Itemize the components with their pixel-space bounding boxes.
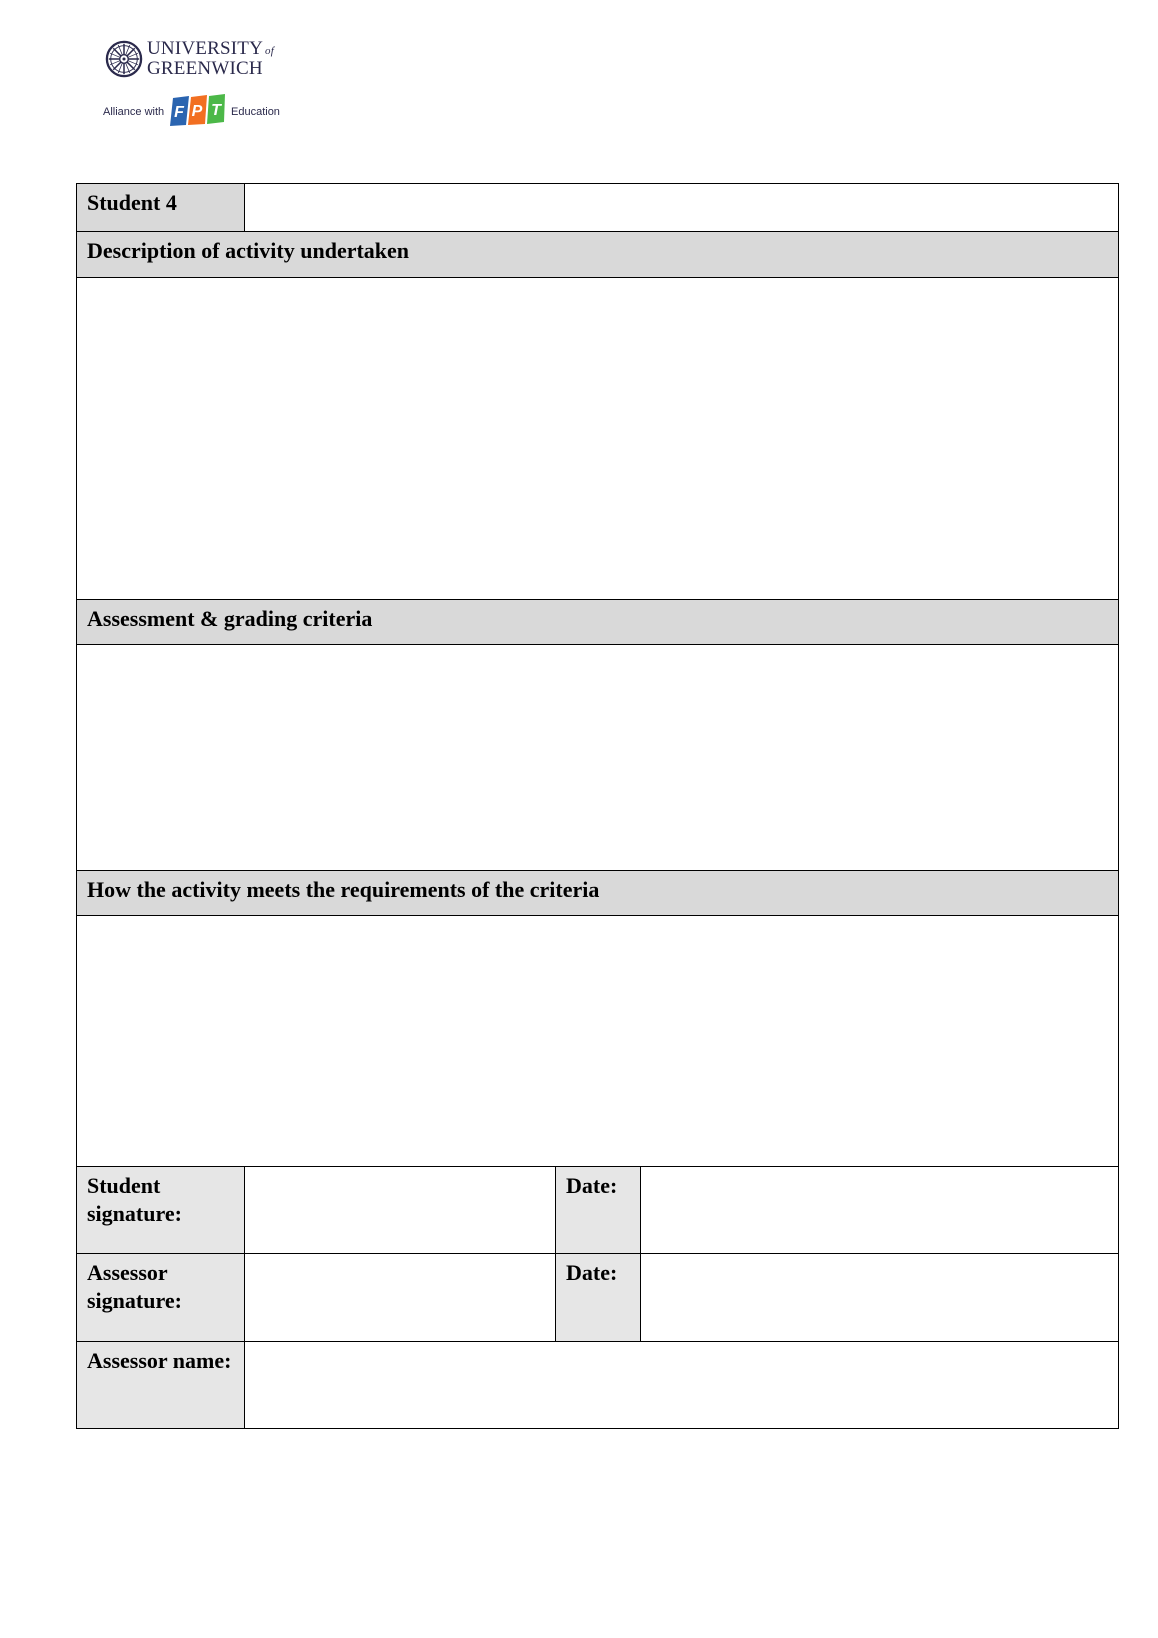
assessor-signature-label: Assessor signature: (77, 1254, 245, 1342)
requirements-field[interactable] (77, 916, 1119, 1167)
student-date-field[interactable] (641, 1167, 1119, 1254)
fpt-logo-icon (169, 94, 229, 128)
student-signature-label: Student signature: (77, 1167, 245, 1254)
compass-seal-icon (105, 40, 143, 78)
svg-text:P: P (191, 103, 203, 120)
fpt-alliance-mark (103, 94, 283, 130)
assessor-name-field[interactable] (245, 1342, 1119, 1429)
student-row (77, 184, 1119, 232)
student-signature-field[interactable] (245, 1167, 556, 1254)
student-label: Student 4 (77, 184, 245, 232)
education-text: Education (231, 106, 280, 118)
university-of: of (265, 45, 274, 57)
assessor-signature-field[interactable] (245, 1254, 556, 1342)
student-signature-row (77, 1167, 1119, 1254)
assessor-signature-row (77, 1254, 1119, 1342)
description-header: Description of activity undertaken (77, 232, 1119, 278)
greenwich-wordmark (103, 40, 283, 80)
student-date-label: Date: (556, 1167, 641, 1254)
alliance-text: Alliance with (103, 106, 165, 118)
university-line2: GREENWICH (147, 58, 263, 79)
university-logo (103, 38, 283, 133)
assessor-date-field[interactable] (641, 1254, 1119, 1342)
requirements-header: How the activity meets the requirements of the criteria (77, 871, 1119, 916)
assessor-name-label: Assessor name: (77, 1342, 245, 1429)
assessment-header-row (77, 600, 1119, 645)
assessor-date-label: Date: (556, 1254, 641, 1342)
university-line1: UNIVERSITY (147, 38, 263, 59)
university-name (147, 40, 274, 78)
assessment-body-row (77, 645, 1119, 871)
description-header-row (77, 232, 1119, 278)
student-field[interactable] (245, 184, 1119, 232)
description-field[interactable] (77, 278, 1119, 600)
assessment-form (76, 183, 1119, 1429)
assessment-field[interactable] (77, 645, 1119, 871)
assessor-name-row (77, 1342, 1119, 1429)
svg-text:T: T (211, 102, 221, 119)
requirements-body-row (77, 916, 1119, 1167)
description-body-row (77, 278, 1119, 600)
svg-text:F: F (174, 104, 184, 121)
assessment-header: Assessment & grading criteria (77, 600, 1119, 645)
requirements-header-row (77, 871, 1119, 916)
